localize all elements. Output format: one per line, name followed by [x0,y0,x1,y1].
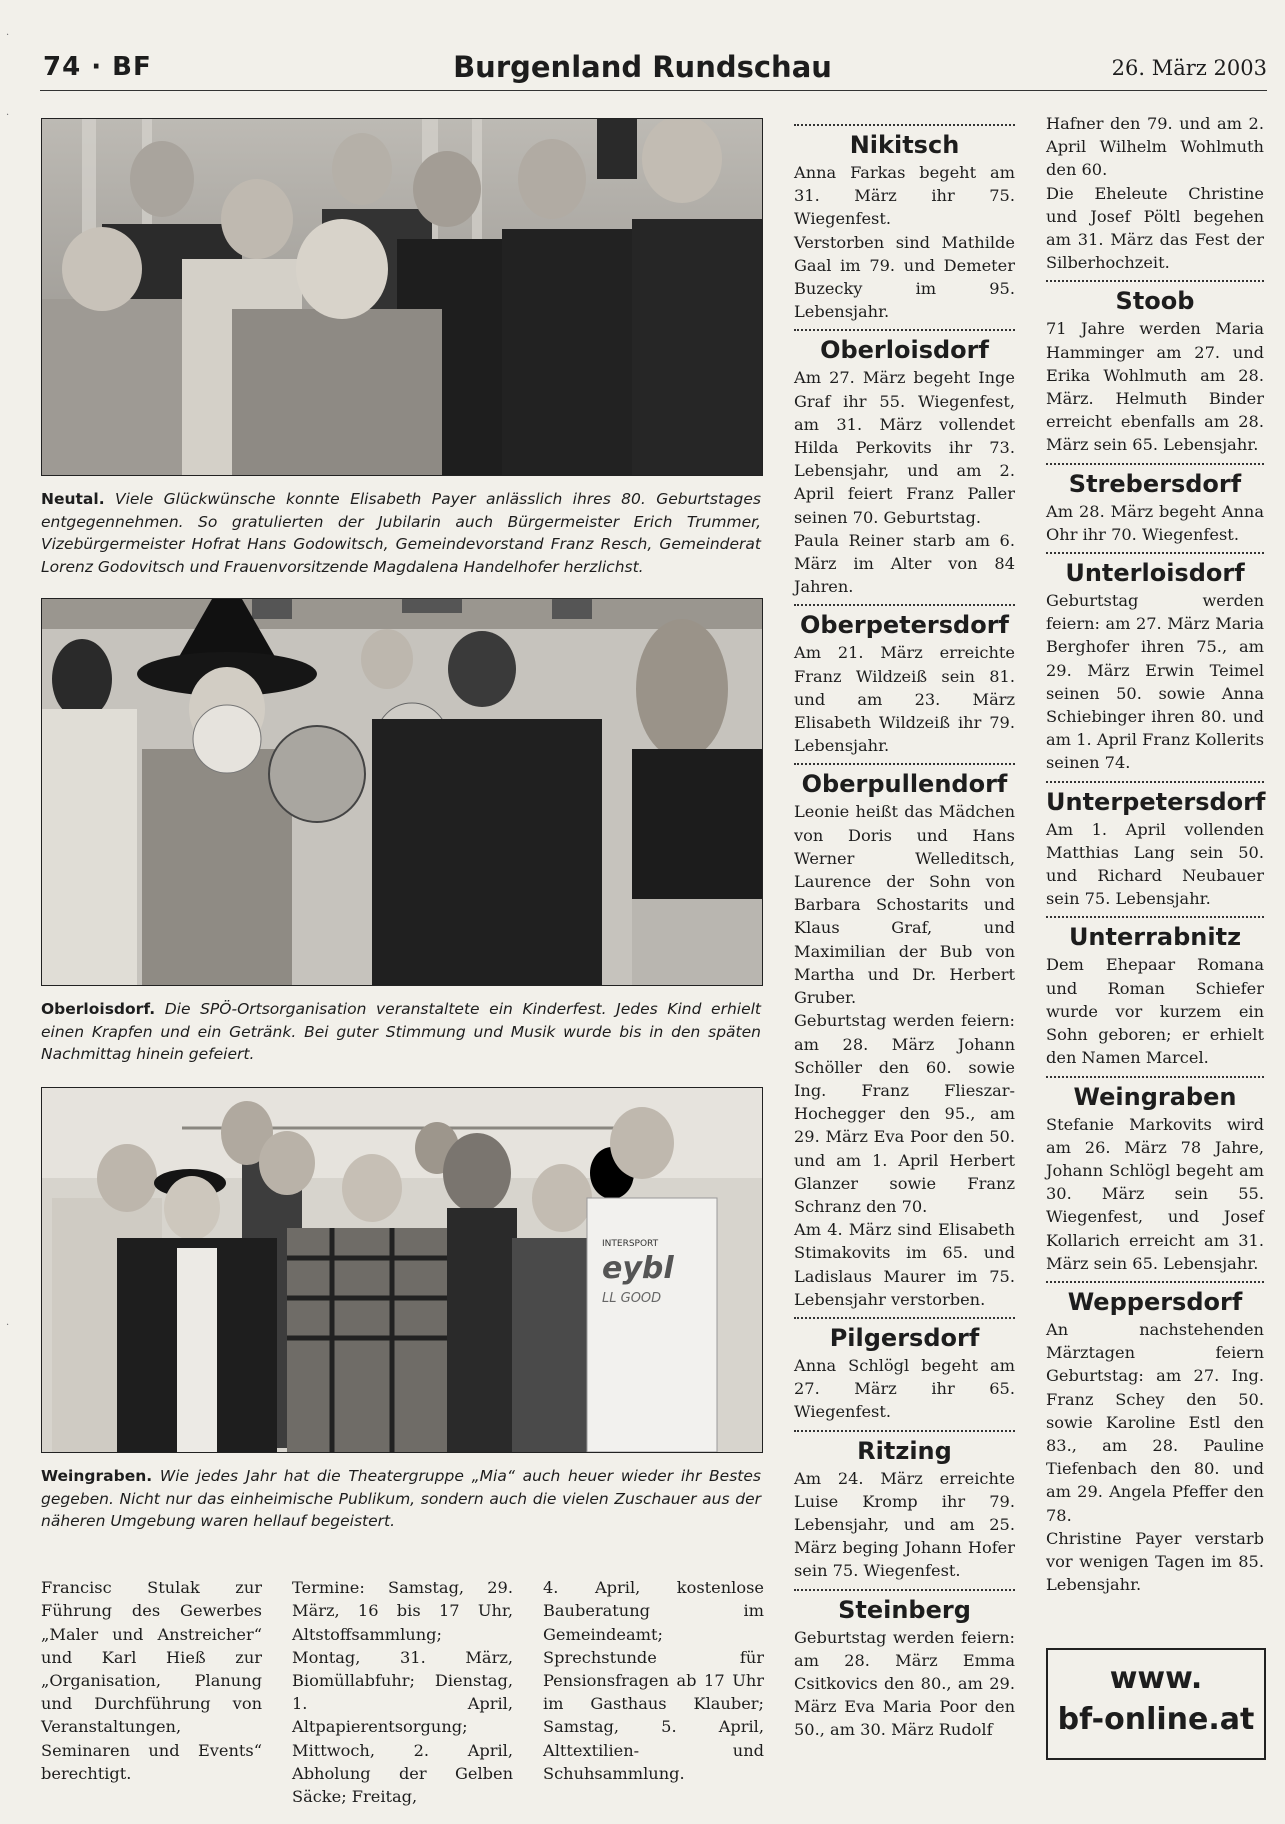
caption-text: Wie jedes Jahr hat die Theatergruppe „Mia“ auch heuer wieder ihr Bestes gegeben. Nicht nur das einheimische Publikum, sondern auch die vielen Zuschauer aus der näheren Umgebung waren hellauf begeistert. [41,1467,761,1530]
town-heading: Strebersdorf [1068,469,1242,498]
town-heading: Steinberg [838,1595,971,1624]
bottom-column-2 [292,1560,513,1824]
dotted-separator [794,1589,1015,1591]
news-item: Die Eheleute Christine und Josef Pöltl begehen am 31. März das Fest der Silberhochzeit. [1046,183,1264,273]
news-item: Am 4. März sind Elisabeth Stimakovits im 65. und Ladislaus Maurer im 75. Lebensjahr verstorben. [794,1220,1015,1309]
dotted-separator [1046,463,1264,465]
news-item: Am 24. März erreichte Luise Kromp ihr 79. Lebensjahr, und am 25. März beging Johann Hofer sein 75. Wiegenfest. [794,1468,1015,1581]
shirt-slogan-text: LL GOOD [602,1291,662,1306]
town-heading: Stoob [1115,287,1195,316]
town-heading: Oberpetersdorf [800,611,1009,640]
dotted-separator [1046,1076,1264,1078]
town-heading: Weppersdorf [1067,1287,1243,1316]
town-heading: Unterloisdorf [1065,559,1245,588]
photo-weingraben [41,1087,763,1453]
page-number: 74 · BF [43,52,152,82]
dotted-separator [794,329,1015,331]
news-item: Dem Ehepaar Romana und Roman Schiefer wurde vor kurzem ein Sohn geboren; er erhielt den Namen Marcel. [1046,955,1264,1068]
dotted-separator [1046,280,1264,282]
photo-oberloisdorf [41,598,763,986]
caption-weingraben [41,1465,761,1533]
town-heading: Pilgersdorf [829,1323,980,1352]
newspaper-title: Burgenland Rundschau [453,50,832,84]
town-heading: Nikitsch [849,131,960,159]
news-item: Paula Reiner starb am 6. März im Alter von 84 Jahren. [794,530,1015,597]
column-right [1046,112,1264,1596]
news-item: Geburtstag werden feiern: am 28. März Johann Schöller den 60. sowie Ing. Franz Flieszar-Hochegger den 95., am 29. März Eva Poor den 50. und am 1. April Herbert Glanzer sowie Franz Schranz den 70. [794,1011,1015,1216]
dotted-separator [794,763,1015,765]
news-item: Am 28. März begeht Anna Ohr ihr 70. Wiegenfest. [1046,501,1264,544]
news-item: Stefanie Markovits wird am 26. März 78 Jahre, Johann Schlögl begeht am 30. März sein 55. Wiegenfest, und Josef Kollarich erreicht am 31. März sein 65. Lebensjahr. [1046,1114,1264,1273]
news-item: Christine Payer verstarb vor wenigen Tagen im 85. Lebensjahr. [1046,1528,1264,1595]
news-item: Anna Farkas begeht am 31. März ihr 75. Wiegenfest. [794,163,1015,229]
caption-place: Neutal. [41,490,105,508]
news-item: An nachstehenden Märztagen feiern Geburtstag: am 27. Ing. Franz Schey den 50. sowie Karoline Estl den 83., am 28. Pauline Tiefenbach den 80. und am 29. Angela Pfeffer den 78. [1046,1319,1264,1525]
bottom-column-1 [41,1560,262,1801]
town-heading: Unterrabnitz [1068,923,1242,952]
ad-line-www: www. [1109,1661,1203,1696]
news-item: 71 Jahre werden Maria Hamminger am 27. und Erika Wohlmuth am 28. März. Helmuth Binder erreicht ebenfalls am 28. März sein 65. Lebensjahr. [1046,319,1264,455]
dotted-separator [1046,916,1264,918]
scan-mark: · [6,1320,10,1331]
town-heading: Ritzing [857,1436,952,1465]
header-rule [40,90,1267,91]
town-heading: Oberpullendorf [801,770,1008,799]
news-item: Geburtstag werden feiern: am 27. März Maria Berghofer ihren 75., am 29. März Erwin Teimel seinen 50. sowie Anna Schiebinger ihren 80. und am 1. April Franz Kollerits seinen 74. [1046,591,1264,773]
news-item: Verstorben sind Mathilde Gaal im 79. und Demeter Buzecky im 95. Lebensjahr. [794,232,1015,322]
news-item: Am 21. März erreichte Franz Wildzeiß sein 81. und am 23. März Elisabeth Wildzeiß ihr 79. Lebensjahr. [794,643,1015,756]
news-item: Anna Schlögl begeht am 27. März ihr 65. Wiegenfest. [794,1355,1015,1422]
bottom-column-3 [543,1560,764,1801]
issue-date: 26. März 2003 [1111,56,1267,80]
shirt-brand-text: INTERSPORT [602,1239,659,1249]
news-item: Leonie heißt das Mädchen von Doris und Hans Werner Welleditsch, Laurence der Sohn von Barbara Schostarits und Klaus Graf, und Maximilian der Bub von Martha und Dr. Herbert Gruber. [794,802,1015,1008]
ad-line-domain: bf-online.at [1057,1702,1255,1737]
dotted-separator [1046,552,1264,554]
article-text: Francisc Stulak zur Führung des Gewerbes „Maler und Anstreicher“ und Karl Hieß zur „Organisation, Planung und Durchführung von Veranstaltungen, Seminaren und Events“ berechtigt. [41,1578,262,1783]
shirt-logo-text: eybl [602,1251,674,1286]
scan-mark: · [6,110,10,121]
caption-text: Die SPÖ-Ortsorganisation veranstaltete ein Kinderfest. Jedes Kind erhielt einen Krapfen und ein Getränk. Bei guter Stimmung und Musik wurde bis in den späten Nachmittag hinein gefeiert. [41,1000,761,1063]
town-heading: Oberloisdorf [820,336,989,365]
caption-place: Weingraben. [41,1467,153,1485]
article-text: Termine: Samstag, 29. März, 16 bis 17 Uhr, Altstoffsammlung; Montag, 31. März, Biomüllabfuhr; Dienstag, 1. April, Altpapierentsorgung; Mittwoch, 2. April, Abholung der Gelben Säcke; Freitag, [292,1578,513,1807]
photo-neutal [41,118,763,476]
dotted-separator [1046,1281,1264,1283]
dotted-separator [1046,781,1264,783]
dotted-separator [794,124,1015,126]
dotted-separator [794,1430,1015,1432]
caption-oberloisdorf [41,998,761,1066]
column-middle [794,118,1015,1742]
news-item: Hafner den 79. und am 2. April Wilhelm Wohlmuth den 60. [1046,114,1264,180]
caption-place: Oberloisdorf. [41,1000,156,1018]
news-item: Am 27. März begeht Inge Graf ihr 55. Wiegenfest, am 31. März vollendet Hilda Perkovits ihr 73. Lebensjahr, und am 2. April feiert Franz Paller seinen 70. Geburtstag. [794,368,1015,527]
website-ad-box[interactable] [1046,1648,1266,1760]
dotted-separator [794,604,1015,606]
caption-neutal [41,488,761,578]
scan-mark: · [6,30,10,41]
town-heading: Unterpetersdorf [1046,787,1266,816]
town-heading: Weingraben [1073,1082,1237,1111]
article-text: 4. April, kostenlose Bauberatung im Gemeindeamt; Sprechstunde für Pensionsfragen ab 17 Uhr im Gasthaus Klauber; Samstag, 5. April, Alttextilien- und Schuhsammlung. [543,1578,764,1783]
dotted-separator [794,1317,1015,1319]
caption-text: Viele Glückwünsche konnte Elisabeth Payer anlässlich ihres 80. Geburtstages entgegennehmen. So gratulierten der Jubilarin auch Bürgermeister Erich Trummer, Vizebürgermeister Hofrat Hans Godowitsch, Gemeindevorstand Franz Resch, Gemeinderat Lorenz Godovitsch und Frauenvorsitzende Magdalena Handelhofer herzlichst. [41,490,761,576]
news-item: Geburtstag werden feiern: am 28. März Emma Csitkovics den 80., am 29. März Eva Maria Poor den 50., am 30. März Rudolf [794,1627,1015,1740]
news-item: Am 1. April vollenden Matthias Lang sein 50. und Richard Neubauer sein 75. Lebensjahr. [1046,819,1264,909]
